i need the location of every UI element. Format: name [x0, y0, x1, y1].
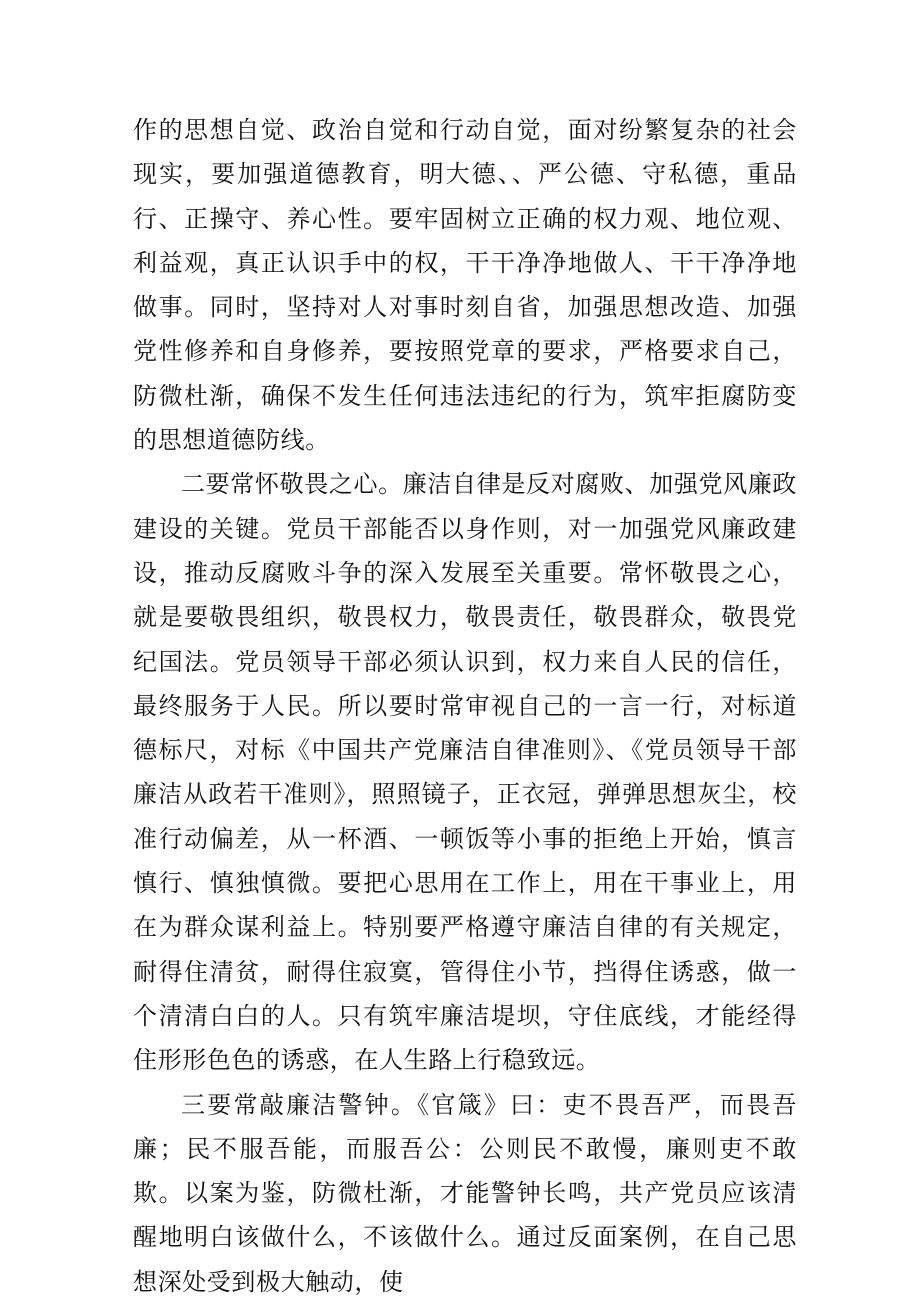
paragraph-continuation: 作的思想自觉、政治自觉和行动自觉，面对纷繁复杂的社会现实，要加强道德教育，明大德、、严公德、守私德，重品行、正操守、养心性。要牢固树立正确的权力观、地位观、利益观，真正认识手中的权，干干净净地做人、干干净净地做事。同时，坚持对人对事时刻自省，加强思想改造、加强党性修养和自身修养，要按照党章的要求，严格要求自己，防微杜渐，确保不发生任何违法违纪的行为，筑牢拒腐防变的思想道德防线。	[133, 116, 797, 455]
paragraph-reverence: 二要常怀敬畏之心。廉洁自律是反对腐败、加强党风廉政建设的关键。党员干部能否以身作则，对一加强党风廉政建设，推动反腐败斗争的深入发展至关重要。常怀敬畏之心，就是要敬畏组织，敬畏权力，敬畏责任，敬畏群众，敬畏党纪国法。党员领导干部必须认识到，权力来自人民的信任，最终服务于人民。所以要时常审视自己的一言一行，对标道德标尺，对标《中国共产党廉洁自律准则》、《党员领导干部廉洁从政若干准则》，照照镜子，正衣冠，弹弹思想灰尘，校准行动偏差，从一杯酒、一顿饭等小事的拒绝上开始，慎言慎行、慎独慎微。要把心思用在工作上，用在干事业上，用在为群众谋利益上。特别要严格遵守廉洁自律的有关规定，耐得住清贫，耐得住寂寞，管得住小节，挡得住诱惑，做一个清清白白的人。只有筑牢廉洁堤坝，守住底线，才能经得住形形色色的诱惑，在人生路上行稳致远。	[133, 470, 797, 1075]
body-text	[133, 108, 797, 1304]
paragraph-alarm-bell: 三要常敲廉洁警钟。《官箴》曰：吏不畏吾严，而畏吾廉；民不服吾能，而服吾公：公则民不敢慢，廉则吏不敢欺。以案为鉴，防微杜渐，才能警钟长鸣，共产党员应该清醒地明白该做什么，不该做什么。通过反面案例，在自己思想深处受到极大触动，使	[133, 1090, 797, 1296]
